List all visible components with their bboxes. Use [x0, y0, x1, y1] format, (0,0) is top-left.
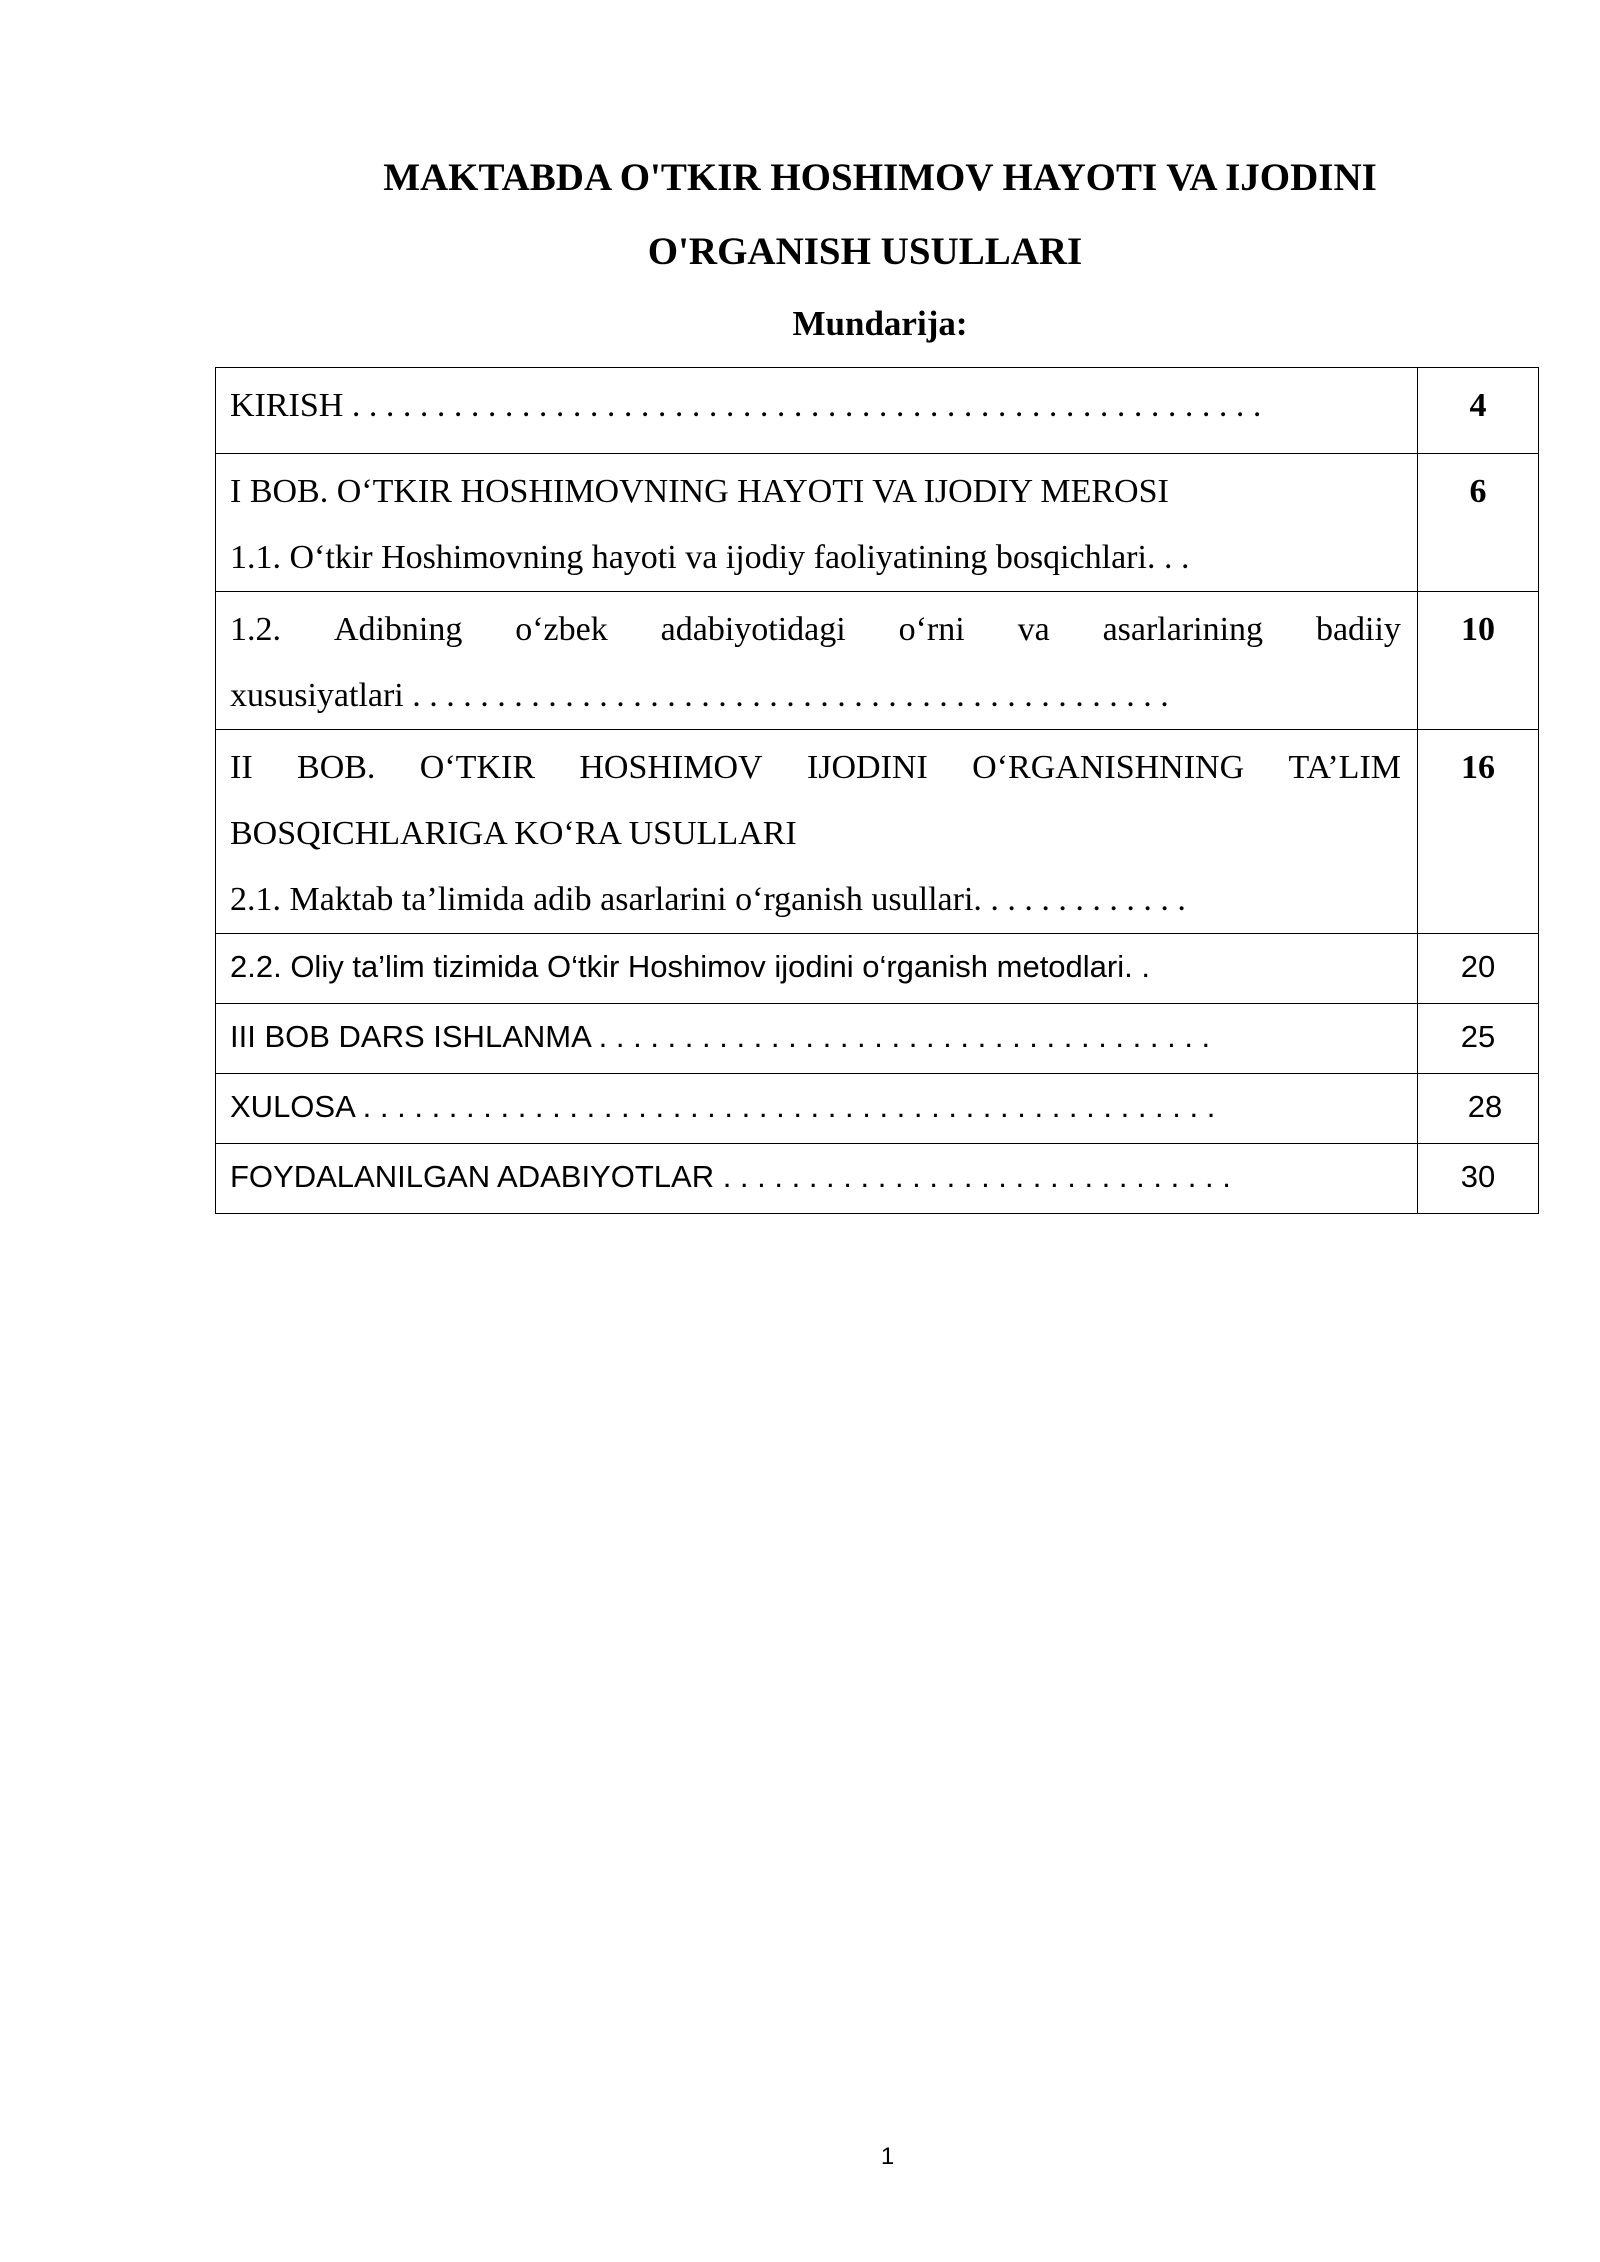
toc-entry-page: 20: [1418, 934, 1539, 1004]
toc-row-1-2: [216, 592, 1539, 730]
toc-entry-page: 4: [1418, 368, 1539, 454]
toc-row-adabiyotlar: [216, 1144, 1539, 1214]
toc-section-label: 2.2. Oliy ta’lim tizimida O‘tkir Hoshimov ijodini o‘rganish metodlari. .: [230, 949, 1150, 984]
toc-chapter-heading-line-2: BOSQICHLARIGA KO‘RA USULLARI: [230, 815, 797, 852]
toc-row-bob2: [216, 730, 1539, 934]
toc-chapter-heading: I BOB. O‘TKIR HOSHIMOVNING HAYOTI VA IJODIY MEROSI: [230, 473, 1169, 510]
toc-entry-page: 28: [1418, 1074, 1539, 1144]
toc-section-label: 2.1. Maktab ta’limida adib asarlarini o‘rganish usullari. . . . . . . . . . . . .: [230, 881, 1186, 918]
toc-row-bob1: [216, 454, 1539, 592]
toc-entry-page: 30: [1418, 1144, 1539, 1214]
toc-section-label: 1.1. O‘tkir Hoshimovning hayoti va ijodiy faoliyatining bosqichlari. . .: [230, 539, 1190, 576]
table-of-contents: [215, 367, 1539, 1214]
toc-entry-page: 6: [1418, 454, 1539, 592]
toc-row-xulosa: [216, 1074, 1539, 1144]
toc-chapter-label: III BOB DARS ISHLANMA . . . . . . . . . . . . . . . . . . . . . . . . . . . . . . . . . . . .: [230, 1019, 1211, 1054]
toc-heading: Mundarija:: [792, 304, 968, 343]
toc-entry-label: FOYDALANILGAN ADABIYOTLAR . . . . . . . . . . . . . . . . . . . . . . . . . . . . . .: [230, 1159, 1231, 1194]
toc-row-2-2: [216, 934, 1539, 1004]
toc-entry-page: 10: [1418, 592, 1539, 730]
toc-row-kirish: [216, 368, 1539, 454]
toc-entry-page: 16: [1418, 730, 1539, 934]
document-title-line-2: O'RGANISH USULLARI: [647, 230, 1083, 273]
toc-entry-page: 25: [1418, 1004, 1539, 1074]
toc-chapter-heading-line-1: II BOB. O‘TKIR HOSHIMOV IJODINI O‘RGANISHNING TA’LIM: [230, 749, 1401, 786]
toc-row-bob3: [216, 1004, 1539, 1074]
toc-section-label-line-1: 1.2. Adibning o‘zbek adabiyotidagi o‘rni va asarlarining badiiy: [230, 611, 1401, 648]
toc-entry-label: XULOSA . . . . . . . . . . . . . . . . . . . . . . . . . . . . . . . . . . . . . . . . . . . . . . . . . .: [230, 1089, 1216, 1124]
document-title-line-1: MAKTABDA O'TKIR HOSHIMOV HAYOTI VA IJODINI: [383, 156, 1377, 199]
toc-section-label-line-2: xususiyatlari . . . . . . . . . . . . . . . . . . . . . . . . . . . . . . . . . . . . . . . . . . . . .: [230, 677, 1169, 714]
toc-entry-label: KIRISH . . . . . . . . . . . . . . . . . . . . . . . . . . . . . . . . . . . . . . . . . . . . . . . . . . . . . .: [230, 387, 1262, 424]
page-number: 1: [880, 2143, 895, 2170]
